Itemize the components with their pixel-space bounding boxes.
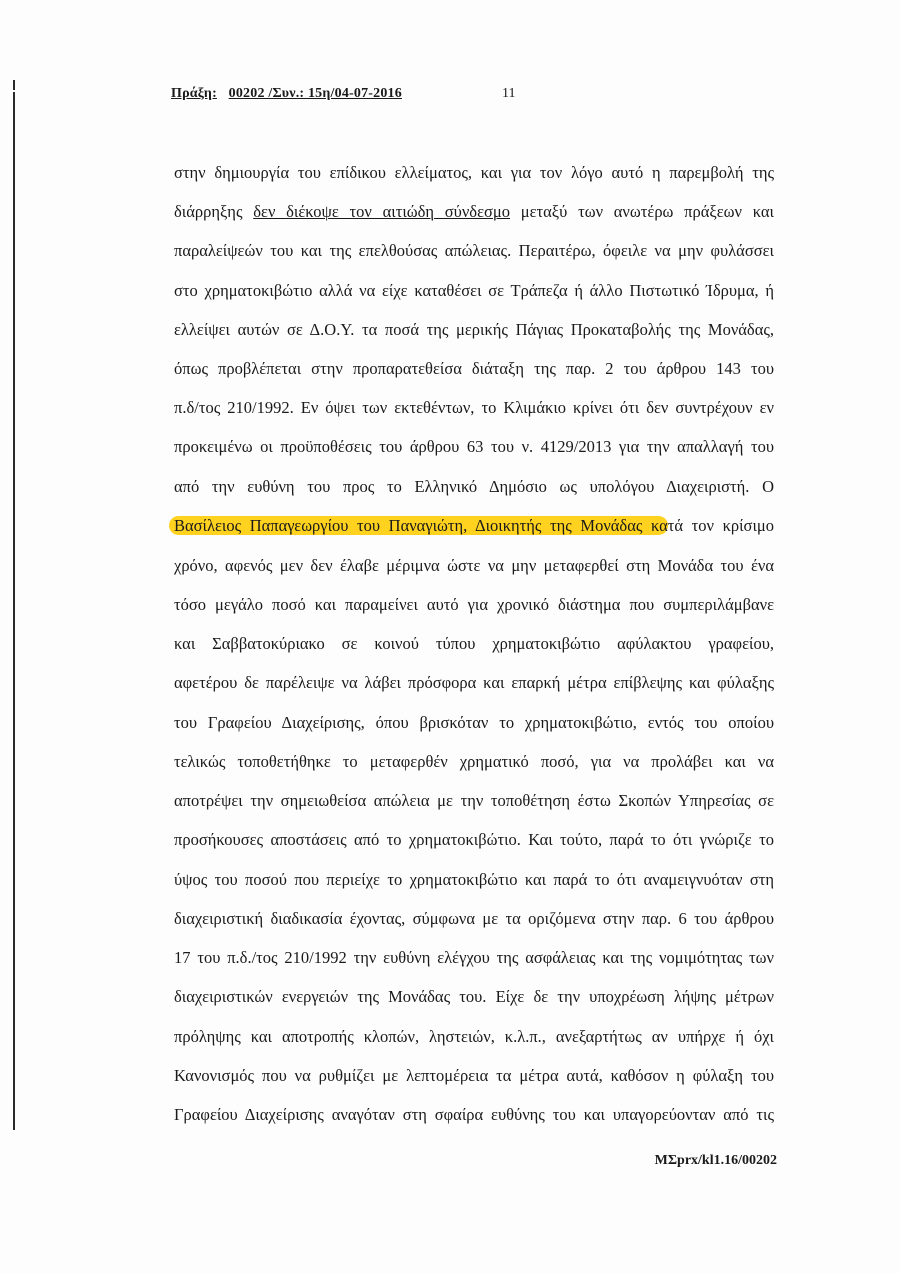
text-line: προκειμένω οι προϋποθέσεις του άρθρου 63 του ν. 4129/2013 για την απαλλαγή του <box>174 437 774 456</box>
text-line: του Γραφείου Διαχείρισης, όπου βρισκόταν το χρηματοκιβώτιο, εντός του οποίου <box>174 713 774 732</box>
text-line: και Σαββατοκύριακο σε κοινού τύπου χρηματοκιβώτιο αφύλακτου γραφείου, <box>174 634 774 653</box>
text-line: στην δημιουργία του επίδικου ελλείματος, και για τον λόγο αυτό η παρεμβολή της <box>174 163 774 182</box>
text-line: 17 του π.δ./τος 210/1992 την ευθύνη ελέγχου της ασφάλειας και της νομιμότητας των <box>174 948 774 967</box>
text-line: από την ευθύνη του προς το Ελληνικό Δημόσιο ως υπολόγου Διαχειριστή. Ο <box>174 477 774 496</box>
left-margin-bar <box>13 92 15 1130</box>
text-line: όπως προβλέπεται στην προπαρατεθείσα διάταξη της παρ. 2 του άρθρου 143 του <box>174 359 774 378</box>
footer-reference: ΜΣprx/kl1.16/00202 <box>654 1153 777 1168</box>
text-line: αποτρέψει την σημειωθείσα απώλεια με την τοποθέτηση έστω Σκοπών Υπηρεσίας σε <box>174 791 774 810</box>
text-line <box>174 201 774 223</box>
text-line: τόσο μεγάλο ποσό και παραμείνει αυτό για χρονικό διάστημα που συμπεριλάμβανε <box>174 595 774 614</box>
text-line: διαχειριστικών ενεργειών της Μονάδας του. Είχε δε την υποχρέωση λήψης μέτρων <box>174 987 774 1006</box>
text-line: χρόνο, αφενός μεν δεν έλαβε μέριμνα ώστε να μην μεταφερθεί στη Μονάδα του ένα <box>174 556 774 575</box>
left-margin-mark <box>13 80 15 90</box>
page-number: 11 <box>502 86 516 101</box>
text-line: Γραφείου Διαχείρισης αναγόταν στη σφαίρα ευθύνης του και υπαγορεύονταν από τις <box>174 1105 774 1124</box>
text-line: διαχειριστική διαδικασία έχοντας, σύμφωνα με τα οριζόμενα στην παρ. 6 του άρθρου <box>174 909 774 928</box>
text-line: προσήκουσες αποστάσεις από το χρηματοκιβώτιο. Και τούτο, παρά το ότι γνώριζε το <box>174 830 774 849</box>
header-reference: 00202 /Συν.: 15η/04-07-2016 <box>228 86 402 101</box>
text-line: ελλείψει αυτών σε Δ.Ο.Υ. τα ποσά της μερικής Πάγιας Προκαταβολής της Μονάδας, <box>174 320 774 339</box>
text-segment: μεταξύ των ανωτέρω πράξεων και <box>510 202 774 221</box>
text-line <box>174 515 774 537</box>
text-line: στο χρηματοκιβώτιο αλλά να είχε καταθέσει σε Τράπεζα ή άλλο Πιστωτικό Ίδρυμα, ή <box>174 281 774 300</box>
text-segment: τά τον κρίσιμο <box>667 516 774 535</box>
text-line: ύψος του ποσού που περιείχε το χρηματοκιβώτιο και παρά το ότι αναμειγνυόταν στη <box>174 870 774 889</box>
text-line: τελικώς τοποθετήθηκε το μεταφερθέν χρηματικό ποσό, για να προλάβει και να <box>174 752 774 771</box>
text-line: π.δ/τος 210/1992. Εν όψει των εκτεθέντων, το Κλιμάκιο κρίνει ότι δεν συντρέχουν εν <box>174 398 774 417</box>
header-label: Πράξη: <box>171 86 217 101</box>
text-line: Κανονισμός που να ρυθμίζει με λεπτομέρεια τα μέτρα αυτά, καθόσον η φύλαξη του <box>174 1066 774 1085</box>
text-line: πρόληψης και αποτροπής κλοπών, ληστειών, κ.λ.π., ανεξαρτήτως αν υπήρχε ή όχι <box>174 1027 774 1046</box>
highlighted-phrase: Βασίλειος Παπαγεωργίου του Παναγιώτη, Διοικητής της Μονάδας κα <box>169 516 668 535</box>
page-header <box>171 86 402 102</box>
text-line: αφετέρου δε παρέλειψε να λάβει πρόσφορα και επαρκή μέτρα επίβλεψης και φύλαξης <box>174 673 774 692</box>
underlined-phrase: δεν διέκοψε τον αιτιώδη σύνδεσμο <box>253 202 510 221</box>
text-line: παραλείψεών του και της επελθούσας απώλειας. Περαιτέρω, όφειλε να μην φυλάσσει <box>174 241 774 260</box>
text-segment: διάρρηξης <box>174 202 254 221</box>
